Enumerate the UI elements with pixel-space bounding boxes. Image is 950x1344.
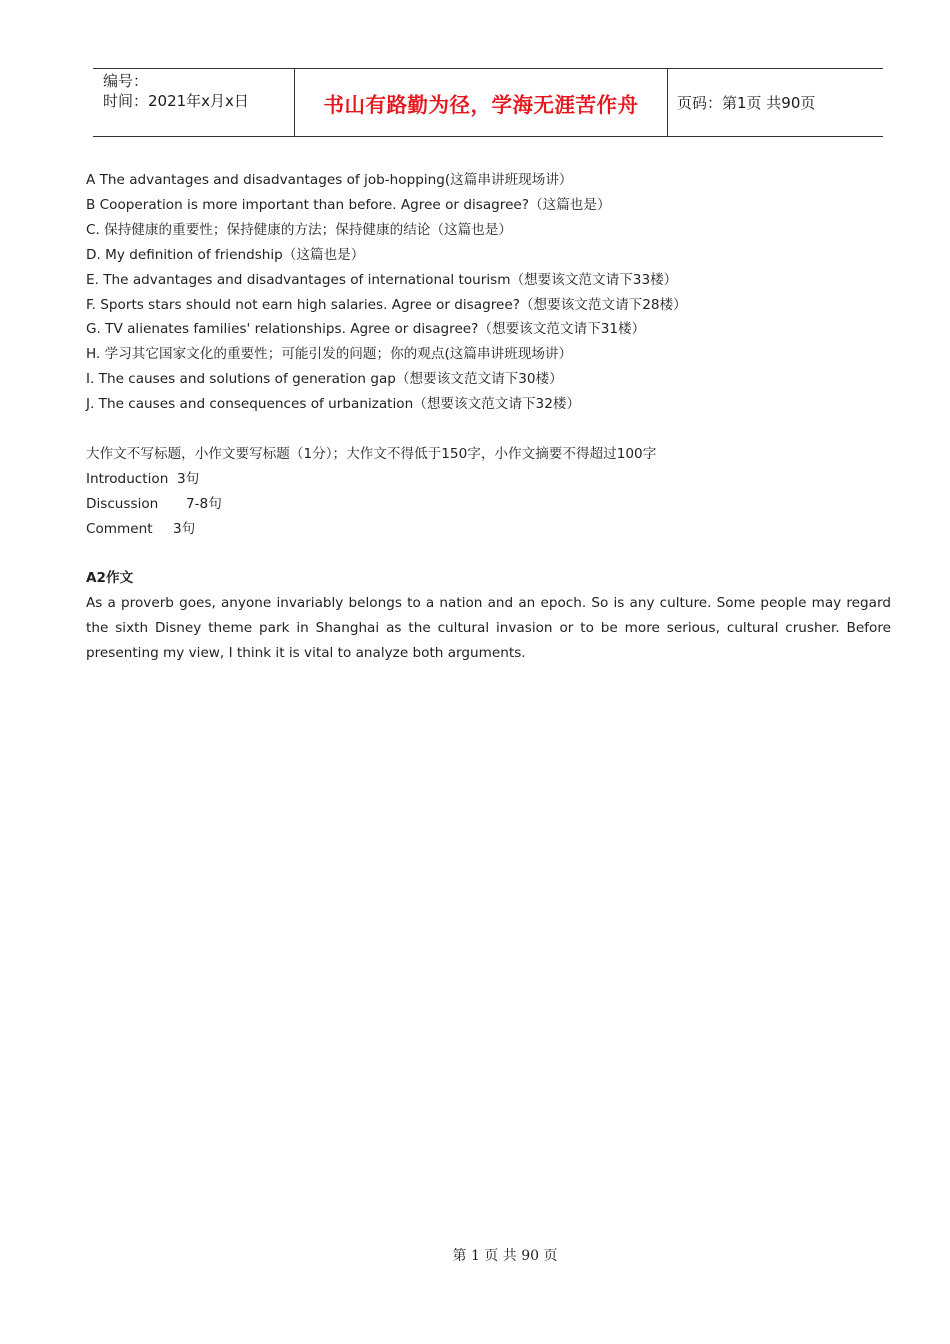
topic-item: G. TV alienates families' relationships. Agree or disagree?（想要该文范文请下31楼） [86, 321, 646, 338]
structure-row [86, 492, 891, 517]
structure-value: 3句 [177, 470, 200, 487]
topic-item: I. The causes and solutions of generation gap（想要该文范文请下30楼） [86, 371, 563, 388]
header-meta-cell [93, 69, 294, 136]
structure-value: 3句 [173, 520, 196, 537]
topic-item: A The advantages and disadvantages of job-hopping(这篇串讲班现场讲） [86, 172, 573, 188]
number-label: 编号： [103, 72, 149, 90]
essay-heading: A2作文 [86, 570, 134, 587]
structure-row [86, 517, 891, 542]
topic-item: D. My definition of friendship（这篇也是） [86, 246, 365, 263]
structure-value: 7-8句 [186, 495, 222, 512]
structure-label: Introduction [86, 470, 169, 487]
topic-item: H. 学习其它国家文化的重要性；可能引发的问题；你的观点(这篇串讲班现场讲） [86, 346, 573, 363]
topic-list [86, 168, 891, 417]
structure-label: Discussion [86, 495, 159, 512]
essay-paragraph: As a proverb goes, anyone invariably belongs to a nation and an epoch. So is any culture. Some people may regard the sixth Disney theme park in Shanghai as the cultural invasion or to be more serious, cultural crusher. Before presenting my view, I think it is vital to analyze both arguments. [86, 595, 891, 662]
motto-text: 书山有路勤为径，学海无涯苦作舟 [323, 92, 639, 117]
structure-row [86, 467, 891, 492]
topic-item: B Cooperation is more important than before. Agree or disagree?（这篇也是） [86, 196, 611, 213]
structure-label: Comment [86, 520, 153, 537]
time-label: 时间：2021年x月x日 [103, 92, 249, 110]
page-info: 页码：第1页 共90页 [677, 94, 816, 112]
header-motto-cell [294, 69, 668, 136]
header-page-cell [668, 69, 883, 136]
spacer [86, 542, 891, 567]
topic-item: C. 保持健康的重要性；保持健康的方法；保持健康的结论（这篇也是） [86, 221, 512, 238]
topic-item: F. Sports stars should not earn high salaries. Agree or disagree?（想要该文范文请下28楼） [86, 296, 687, 313]
page-footer [0, 1245, 950, 1265]
topic-item: E. The advantages and disadvantages of international tourism（想要该文范文请下33楼） [86, 271, 678, 288]
document-body [86, 168, 891, 666]
document-header [93, 68, 883, 137]
writing-rules-note: 大作文不写标题，小作文要写标题（1分）；大作文不得低于150字，小作文摘要不得超过100字 [86, 445, 657, 462]
spacer [86, 417, 891, 442]
topic-item: J. The causes and consequences of urbanization（想要该文范文请下32楼） [86, 396, 581, 413]
footer-page-number: 第 1 页 共 90 页 [452, 1248, 558, 1264]
